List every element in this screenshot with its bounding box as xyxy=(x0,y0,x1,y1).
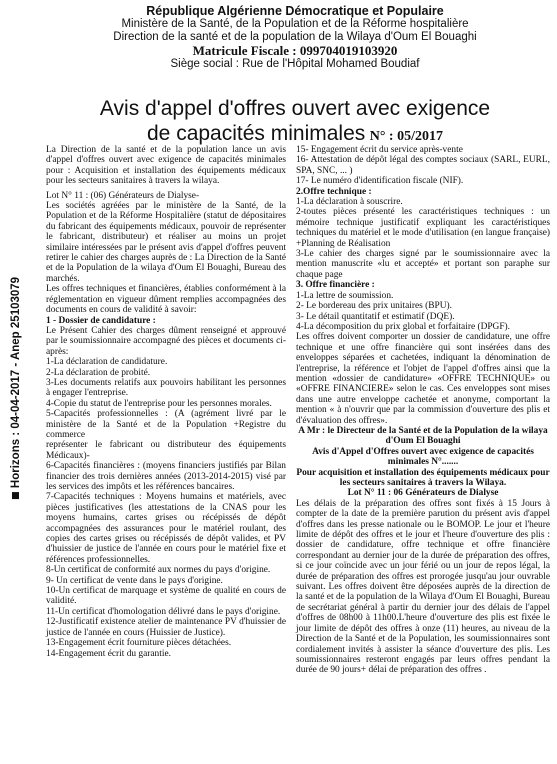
title-line2: de capacités minimales xyxy=(147,122,366,145)
square-icon xyxy=(12,492,19,499)
list-item: 1-La déclaration de candidature. xyxy=(46,357,168,368)
list-item: 11-Un certificat d'homologation délivré dans le pays d'origine. xyxy=(46,606,281,617)
header-siege: Siège social : Rue de l'Hôpital Mohamed Boudiaf xyxy=(170,58,420,70)
right-column xyxy=(296,145,550,676)
page-title xyxy=(40,96,550,149)
header-direction: Direction de la santé et de la population de la Wilaya d'Oum El Bouaghi xyxy=(113,31,477,43)
list-item: 3-Le cahier des charges signé par le soumissionnaire avec la mention manuscrite «lu et accepté» et portant son paraphe sur chaque page xyxy=(296,249,550,280)
list-item: représenter le fabricant ou distributeur des équipements Médicaux)- xyxy=(46,440,286,461)
document-header xyxy=(40,5,550,71)
list-item: 10-Un certificat de marquage et système de qualité en cours de validité. xyxy=(46,586,286,607)
title-line1: Avis d'appel d'offres ouvert avec exigence xyxy=(99,97,491,120)
address-director: A Mr : le Directeur de la Santé et de la Population de la wilaya d'Oum El Bouaghi xyxy=(298,425,548,447)
list-item: 17- Le numéro d'identification fiscale (NIF). xyxy=(296,176,464,187)
list-item: 9- Un certificat de vente dans le pays d'origine. xyxy=(46,575,223,586)
list-item: 2-La déclaration de probité. xyxy=(46,367,151,378)
list-item: 8-Un certificat de conformité aux normes du pays d'origine. xyxy=(46,565,271,576)
candidature-intro: Le Présent Cahier des charges dûment renseigné et approuvé par le soumissionnaire accompagné des pièces et documents ci-après: xyxy=(46,325,286,357)
address-object: Pour acquisition et installation des équipements médicaux pour les secteurs sanitaires à travers la Wilaya. xyxy=(296,467,550,488)
intro-paragraph: La Direction de la santé et de la population lance un avis d'appel d'offres ouvert avec exigence de capacités minimales pour : Acquisition et installation des équipements médicaux pour les secteurs sanitaires à travers la wilaya. xyxy=(46,145,286,187)
list-item: 6-Capacités financières : (moyens financiers justifiés par Bilan financier des trois dernières années (2013-2014-2015) visé par les services des impôts et les références bancaires. xyxy=(46,461,286,492)
header-republic: République Algérienne Démocratique et Populaire xyxy=(146,4,444,18)
left-column xyxy=(46,145,286,659)
address-notice: Avis d'Appel d'Offres ouvert avec exigence de capacités minimales N°....... xyxy=(312,446,534,468)
eligibility-paragraph: Les sociétés agréées par le ministère de la Santé, de la Population et de la Réforme Hospitalière (statut de dépositaires du fabricant des équipements médicaux, pouvoir de représenter le fabricant, distributeur) et réaliser au moins un projet similaire intéressées par le présent avis d'appel d'offres peuvent retirer le cahier des charges auprès de : La Direction de la Santé et de la Population de la wilaya d'Oum El Bouaghi, Bureau des marchés. xyxy=(46,201,286,284)
list-item: 4-Copie du statut de l'entreprise pour les personnes morales. xyxy=(46,398,272,409)
list-item: 15- Engagement écrit du service après-vente xyxy=(296,145,463,155)
list-item: 3-Les documents relatifs aux pouvoirs habilitant les personnes à engager l'entreprise. xyxy=(46,377,286,399)
offers-paragraph: Les offres techniques et financières, établies conformément à la réglementation en vigueur dûment remplies accompagnées des documents en cours de validité à savoir: xyxy=(46,284,286,316)
section-technique: 2.Offre technique : xyxy=(296,186,372,197)
list-item: 14-Engagement écrit du garantie. xyxy=(46,648,171,659)
list-item: 2- Le bordereau des prix unitaires (BPU). xyxy=(296,301,452,312)
list-item: 4-La décomposition du prix global et forfaitaire (DPGF). xyxy=(296,321,511,332)
deadlines-paragraph: Les délais de la préparation des offres sont fixés à 15 Jours à compter de la date de la première parution du présent avis d'appel d'offres dans les presse nationale ou le BOMOP. Le jour et l'heure limite de dépôt des offres et le jour et l'heure d'ouverture des plis : dossier de candidature, offre technique et offre financière correspondant au dernier jour de la durée de préparation des offres, si ce jour coïncide avec un jour férié ou un jour de repos légal, la durée de préparation des offres est prorogée jusqu'au jour ouvrable suivant. Les offres doivent être déposées auprès de la direction de la santé et de la population de la Wilaya d'Oum El Bouaghi, Bureau de secrétariat général à partir du dernier jour des délais de l'appel d'offres de 08h00 à 11h00.L'heure d'ouverture des plis est fixée le jour limite de dépôt des offres à onze (11) heures, au niveau de la Direction de la Santé et de la Population, les soumissionnaires sont cordialement invités à assister la séance d'ouverture des plis. Les soumissionnaires resteront engagés par leurs offres pendant la durée de 90 jours+ délai de préparation des offres . xyxy=(296,498,550,676)
section-financiere: 3. Offre financière : xyxy=(296,280,375,291)
side-label-text: Horizons : 04-04-2017 - Anep 2510307​9 xyxy=(10,276,22,488)
list-item: 12-Justificatif existence atelier de maintenance PV d'huissier de justice de l'année en cours (Huissier de Justice). xyxy=(46,617,286,638)
list-item: 7-Capacités techniques : Moyens humains et matériels, avec pièces justificatives (les attestations de la CNAS pour les moyens humains, cartes grises ou récépissés de dépôt accompagnées des assurances pour le matériel roulant, des copies des cartes grises ou récépissés de dépôt valides, et PV d'huissier de justice de l'année en cours pour le matériel fixe et références professionnelles. xyxy=(46,492,286,565)
list-item: 1-La déclaration à souscrire. xyxy=(296,197,403,208)
list-item: 5-Capacités professionnelles : (A (agrément livré par le ministère de la Santé et de la Population +Registre du commerce xyxy=(46,409,286,440)
list-item: 2-toutes pièces présenté les caractéristiques techniques : un mémoire technique justificatif expliquant les caractéristiques techniques du matériel et le mode d'utilisation (en langue française) +Planning de Réalisation xyxy=(296,207,550,249)
envelopes-paragraph: Les offres doivent comporter un dossier de candidature, une offre technique et une offre financière qui sont insérées dans des enveloppes séparées et cachetées, indiquant la dénomination de l'entreprise, la référence et l'objet de l'appel d'offres ainsi que la mention «dossier de candidature» «OFFRE TECHNIQUE» ou «OFFRE FINANCIERE» selon le cas. Ces enveloppes sont mises dans une autre enveloppe cachetée et anonyme, comportant la mention « à n'ouvrir que par la commission d'ouverture des plis et d'évaluation des offres». xyxy=(296,332,550,426)
list-item: 3- Le détail quantitatif et estimatif (DQE). xyxy=(296,311,455,322)
list-item: 13-Engagement écrit fourniture pièces détachées. xyxy=(46,638,232,649)
list-item: 16- Attestation de dépôt légal des comptes sociaux (SARL, EURL, SPA, SNC, ... ) xyxy=(296,155,550,176)
address-lot: Lot N° 11 : 06 Générateurs de Dialyse xyxy=(347,488,499,499)
list-item: 1-La lettre de soumission. xyxy=(296,290,394,301)
header-matricule: Matricule Fiscale : 099704019103920 xyxy=(192,43,398,58)
title-number: N° : 05/2017 xyxy=(369,129,443,144)
side-label xyxy=(3,250,29,525)
lot-label: Lot N° 11 : (06) Générateurs de Dialyse- xyxy=(46,190,200,201)
section-candidature: 1 - Dossier de candidature : xyxy=(46,315,156,326)
header-ministry: Ministère de la Santé, de la Population et de la Réforme hospitalière xyxy=(121,18,469,30)
